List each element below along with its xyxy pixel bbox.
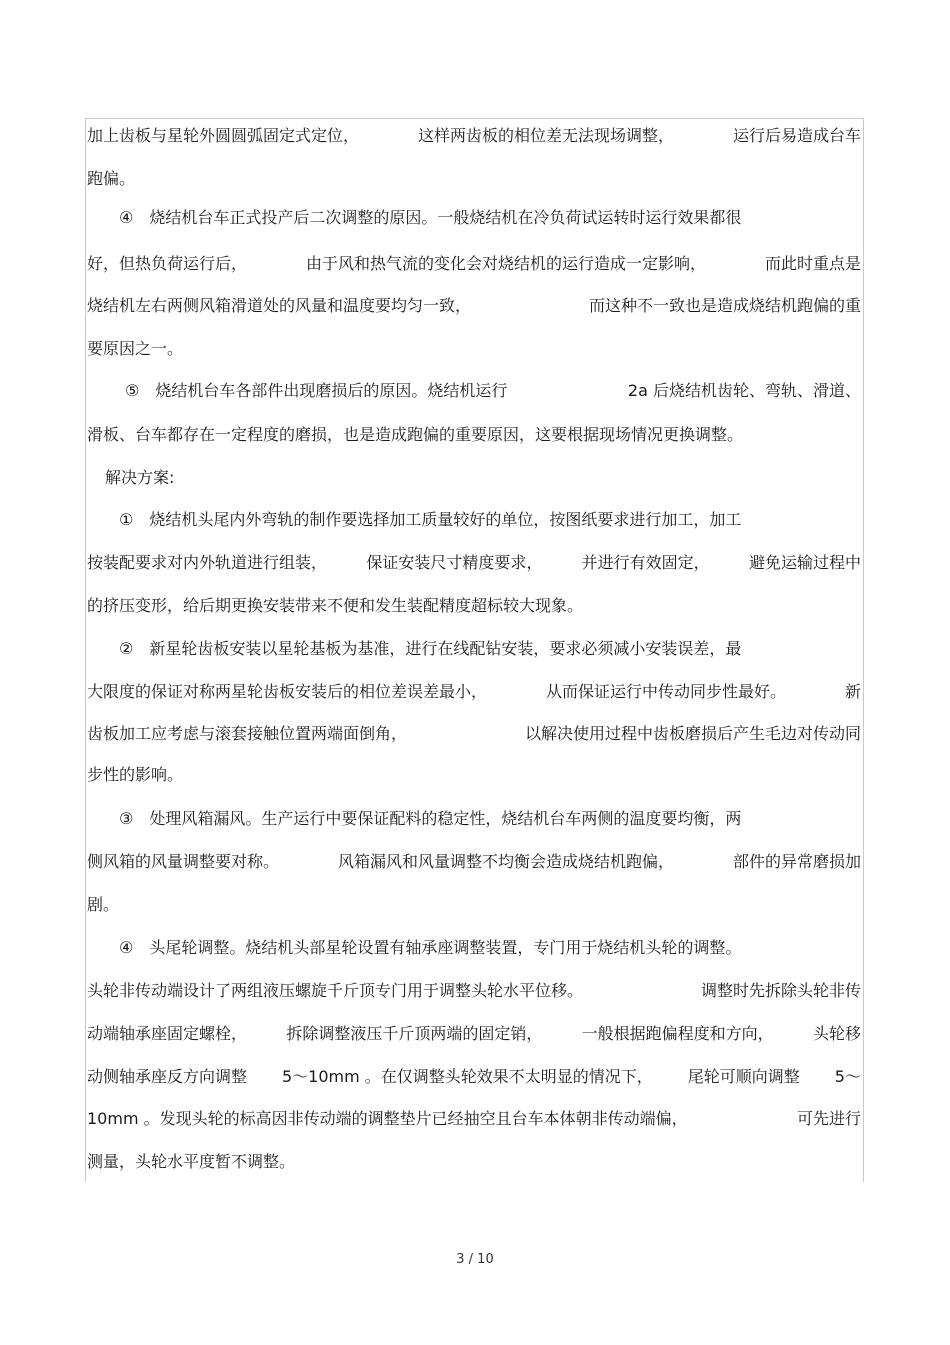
text-line: [87, 1108, 861, 1130]
text-segment: 由于风和热气流的变化会对烧结机的运行造成一定影响，: [305, 254, 706, 273]
text-line: [87, 980, 861, 1002]
text-segment: 拆除调整液压千斤顶两端的固定销，: [286, 1024, 543, 1043]
text-line: [87, 1151, 861, 1173]
text-segment: 跑偏。: [87, 169, 136, 188]
text-segment: 好，但热负荷运行后，: [87, 254, 248, 273]
text-segment: 步性的影响。: [87, 765, 184, 784]
text-segment: 以解决使用过程中齿板磨损后产生毛边对传动同: [524, 724, 861, 743]
text-segment: 新: [844, 682, 861, 701]
text-line: [87, 638, 861, 660]
text-segment: 齿板加工应考虑与滚套接触位置两端面倒角，: [87, 724, 408, 743]
text-segment: 部件的异常磨损加: [732, 852, 861, 871]
text-segment: 动端轴承座固定螺栓，: [87, 1024, 248, 1043]
text-segment: 5～: [834, 1067, 861, 1086]
page-number: 3 / 10: [456, 1252, 494, 1267]
text-line: [87, 253, 861, 275]
text-segment: 按装配要求对内外轨道进行组装，: [87, 553, 328, 572]
text-segment: ⑤ 烧结机台车各部件出现磨损后的原因。烧结机运行: [125, 381, 508, 400]
page-border-right: [863, 118, 864, 1182]
text-segment: 而此时重点是: [764, 254, 861, 273]
text-segment: 加上齿板与星轮外圆圆弧固定式定位，: [87, 126, 360, 145]
text-segment: 一般根据跑偏程度和方向，: [581, 1024, 774, 1043]
text-segment: ④ 烧结机台车正式投产后二次调整的原因。一般烧结机在冷负荷试运转时运行效果都很: [119, 208, 742, 227]
text-line: [87, 552, 861, 574]
text-line: [87, 207, 861, 229]
text-line: [87, 380, 861, 402]
text-segment: ① 烧结机头尾内外弯轨的制作要选择加工质量较好的单位，按图纸要求进行加工，加工: [119, 510, 742, 529]
text-segment: 从而保证运行中传动同步性最好。: [545, 682, 786, 701]
page-border-top: [85, 118, 864, 119]
text-segment: 运行后易造成台车: [732, 126, 861, 145]
text-line: [87, 808, 861, 830]
text-segment: 尾轮可顺向调整: [687, 1067, 800, 1086]
text-segment: ④ 头尾轮调整。烧结机头部星轮设置有轴承座调整装置，专门用于烧结机头轮的调整。: [119, 938, 742, 957]
text-segment: ② 新星轮齿板安装以星轮基板为基准，进行在线配钻安装，要求必须减小安装误差，最: [119, 639, 742, 658]
text-segment: 剧。: [87, 895, 120, 914]
text-line: [87, 681, 861, 703]
text-segment: 测量，头轮水平度暂不调整。: [87, 1152, 296, 1171]
text-line: [87, 467, 861, 489]
text-segment: 风箱漏风和风量调整不均衡会造成烧结机跑偏，: [337, 852, 674, 871]
text-segment: 烧结机左右两侧风箱滑道处的风量和温度要均匀一致，: [87, 296, 472, 315]
text-segment: 的挤压变形，给后期更换安装带来不便和发生装配精度超标较大现象。: [87, 596, 584, 615]
text-line: [87, 168, 861, 190]
text-segment: 10mm 。发现头轮的标高因非传动端的调整垫片已经抽空且台车本体朝非传动端偏，: [87, 1109, 688, 1128]
text-line: [87, 509, 861, 531]
text-line: [87, 295, 861, 317]
text-segment: 动侧轴承座反方向调整: [87, 1067, 248, 1086]
text-segment: 避免运输过程中: [748, 553, 861, 572]
text-segment: 这样两齿板的相位差无法现场调整，: [417, 126, 674, 145]
text-line: [87, 125, 861, 147]
text-line: [87, 937, 861, 959]
text-segment: 2a 后烧结机齿轮、弯轨、滑道、: [627, 381, 861, 400]
text-segment: 并进行有效固定，: [581, 553, 710, 572]
text-segment: 解决方案:: [105, 468, 175, 487]
text-segment: 5～10mm 。在仅调整头轮效果不太明显的情况下，: [282, 1067, 653, 1086]
text-segment: 头轮非传动端设计了两组液压螺旋千斤顶专门用于调整头轮水平位移。: [87, 981, 584, 1000]
text-segment: 保证安装尺寸精度要求，: [366, 553, 543, 572]
text-line: [87, 1066, 861, 1088]
text-line: [87, 595, 861, 617]
text-line: [87, 764, 861, 786]
text-segment: ③ 处理风箱漏风。生产运行中要保证配料的稳定性，烧结机台车两侧的温度要均衡，两: [119, 809, 742, 828]
text-segment: 大限度的保证对称两星轮齿板安装后的相位差误差最小，: [87, 682, 488, 701]
text-segment: 滑板、台车都存在一定程度的磨损，也是造成跑偏的重要原因，这要根据现场情况更换调整。: [87, 425, 744, 444]
text-segment: 侧风箱的风量调整要对称。: [87, 852, 280, 871]
text-segment: 可先进行: [796, 1109, 861, 1128]
text-line: [87, 424, 861, 446]
text-line: [87, 338, 861, 360]
text-segment: 要原因之一。: [87, 339, 184, 358]
text-line: [87, 894, 861, 916]
text-segment: 调整时先拆除头轮非传: [700, 981, 861, 1000]
text-line: [87, 851, 861, 873]
text-line: [87, 1023, 861, 1045]
text-segment: 而这种不一致也是造成烧结机跑偏的重: [588, 296, 861, 315]
page-border-left: [85, 118, 86, 1182]
text-line: [87, 723, 861, 745]
text-segment: 头轮移: [812, 1024, 861, 1043]
